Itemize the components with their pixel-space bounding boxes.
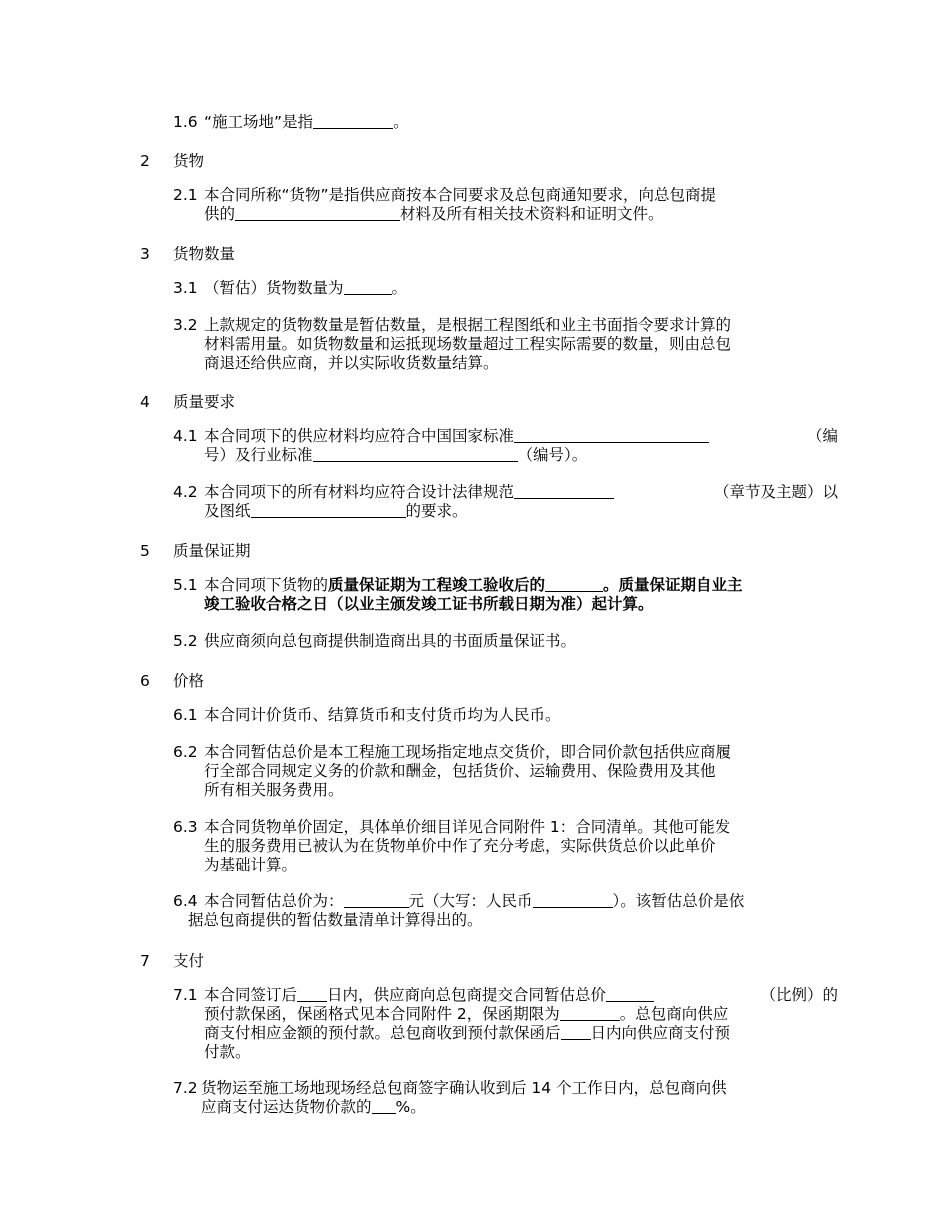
clause-text-bold: 质量保证期为工程竣工验收后的 [328, 576, 546, 594]
section-title: 货物数量 [173, 245, 236, 263]
clause-text: 。 [391, 279, 408, 297]
clause-7-2 [173, 1079, 838, 1117]
clause-text: 本合同项下的所有材料均应符合设计法律规范 [204, 483, 515, 501]
clause-number: 4.1 [173, 427, 198, 445]
clause-text-bold: 竣工验收合格之日（以业主颁发竣工证书所载日期为准）起计算。 [204, 595, 654, 613]
clause-text: （章节及主题）以 [713, 483, 838, 501]
section-heading-7 [140, 949, 204, 971]
section-heading-4 [140, 390, 235, 412]
section-title: 支付 [173, 952, 205, 970]
clause-6-3 [173, 818, 838, 875]
section-title: 质量保证期 [173, 542, 251, 560]
clause-text: 应商支付运达货物价款的 [201, 1098, 372, 1116]
clause-text: 日内，供应商向总包商提交合同暂估总价 [327, 986, 607, 1004]
fill-blank[interactable] [514, 484, 614, 499]
clause-text: 为基础计算。 [204, 856, 298, 874]
clause-6-4 [173, 892, 838, 930]
clause-7-1 [173, 986, 838, 1062]
clause-text: 生的服务费用已被认为在货物单价中作了充分考虑，实际供货总价以此单价 [204, 837, 716, 855]
clause-text: 供的 [204, 205, 236, 223]
clause-number: 3.1 [173, 279, 198, 297]
clause-text: 的要求。 [405, 502, 468, 520]
clause-number: 7.1 [173, 986, 198, 1004]
clause-text: 。 [393, 113, 409, 131]
clause-text: 号）及行业标准 [204, 446, 313, 464]
clause-text: （暂估）货物数量为 [204, 279, 344, 297]
clause-text: 商退还给供应商，并以实际收货数量结算。 [204, 354, 499, 372]
clause-text: 。总包商向供应 [619, 1005, 729, 1023]
clause-text: 。 [410, 1098, 426, 1116]
clause-text: （编 [806, 427, 838, 445]
clause-text: 行全部合同规定义务的价款和酬金，包括货价、运输费用、保险费用及其他 [204, 762, 716, 780]
fill-blank[interactable] [235, 206, 400, 221]
clause-number: 6.3 [173, 818, 198, 836]
fill-blank[interactable] [251, 503, 406, 518]
clause-1-6 [173, 113, 838, 132]
fill-blank[interactable] [514, 428, 709, 443]
clause-text: 商支付相应金额的预付款。总包商收到预付款保函后 [204, 1024, 561, 1042]
clause-number: 6.1 [173, 706, 198, 724]
fill-blank[interactable] [533, 893, 613, 908]
clause-text: 据总包商提供的暂估数量清单计算得出的。 [188, 911, 483, 929]
section-title: 质量要求 [173, 393, 236, 411]
clause-text: 本合同签订后 [204, 986, 298, 1004]
section-number: 3 [140, 245, 150, 263]
section-number: 6 [140, 672, 150, 690]
clause-number: 6.4 [173, 892, 198, 910]
fill-blank[interactable] [313, 447, 518, 462]
clause-text: 日内向供应商支付预 [590, 1024, 731, 1042]
percent-sign: % [395, 1098, 411, 1116]
clause-text: 本合同暂估总价为： [204, 892, 344, 910]
section-heading-3 [140, 242, 235, 264]
section-number: 7 [140, 952, 150, 970]
clause-text: 供应商须向总包商提供制造商出具的书面质量保证书。 [204, 632, 577, 650]
clause-text: 本合同项下货物的 [204, 576, 329, 594]
fill-blank[interactable] [606, 987, 654, 1002]
clause-text: 本合同所称“货物”是指供应商按本合同要求及总包商通知要求，向总包商提 [204, 186, 717, 204]
clause-3-2 [173, 316, 838, 373]
section-heading-6 [140, 669, 204, 691]
clause-2-1 [173, 186, 838, 224]
clause-text: ）。该暂估总价是依 [612, 892, 745, 910]
clause-number: 2.1 [173, 186, 198, 204]
clause-number: 4.2 [173, 483, 198, 501]
clause-text: 预付款保函，保函格式见本合同附件 2，保函期限为 [204, 1005, 560, 1023]
fill-blank[interactable] [297, 987, 327, 1002]
clause-text: 本合同货物单价固定，具体单价细目详见合同附件 1：合同清单。其他可能发 [204, 818, 731, 836]
fill-blank[interactable] [313, 114, 393, 129]
clause-number: 5.1 [173, 576, 198, 594]
clause-4-2 [173, 483, 838, 521]
section-number: 4 [140, 393, 150, 411]
clause-text: 所有相关服务费用。 [204, 781, 344, 799]
clause-text: 材料及所有相关技术资料和证明文件。 [400, 205, 664, 223]
clause-text: 本合同计价货币、结算货币和支付货币均为人民币。 [204, 706, 561, 724]
clause-text: 付款。 [204, 1043, 251, 1061]
clause-text: “施工场地”是指 [204, 113, 314, 131]
clause-text: 本合同暂估总价是本工程施工现场指定地点交货价，即合同价款包括供应商履 [204, 743, 732, 761]
fill-blank[interactable] [560, 1006, 620, 1021]
section-heading-2 [140, 149, 204, 171]
clause-text: 上款规定的货物数量是暂估数量，是根据工程图纸和业主书面指令要求计算的 [204, 316, 732, 334]
clause-text: 货物运至施工场地现场经总包商签字确认收到后 14 个工作日内，总包商向供 [201, 1079, 727, 1097]
clause-text: （编号）。 [517, 446, 588, 464]
fill-blank[interactable] [561, 1025, 591, 1040]
clause-text: （比例）的 [760, 986, 838, 1004]
section-heading-5 [140, 539, 251, 561]
fill-blank[interactable] [344, 893, 409, 908]
clause-5-2 [173, 632, 838, 651]
clause-text: 元（大写：人民币 [408, 892, 533, 910]
clause-text-bold: 。质量保证期自业主 [603, 576, 743, 594]
clause-4-1 [173, 427, 838, 465]
clause-6-1 [173, 706, 838, 725]
clause-text: 材料需用量。如货物数量和运抵现场数量超过工程实际需要的数量，则由总包 [204, 335, 732, 353]
clause-number: 3.2 [173, 316, 198, 334]
clause-number: 6.2 [173, 743, 198, 761]
fill-blank[interactable] [372, 1099, 396, 1114]
section-number: 5 [140, 542, 150, 560]
clause-3-1 [173, 279, 838, 298]
section-number: 2 [140, 152, 150, 170]
section-title: 价格 [173, 672, 205, 690]
clause-text: 及图纸 [204, 502, 251, 520]
clause-6-2 [173, 743, 838, 800]
clause-number: 5.2 [173, 632, 198, 650]
clause-5-1 [173, 576, 838, 614]
clause-text: 本合同项下的供应材料均应符合中国国家标准 [204, 427, 515, 445]
clause-number: 1.6 [173, 113, 198, 131]
section-title: 货物 [173, 152, 205, 170]
clause-number: 7.2 [173, 1079, 198, 1097]
fill-blank[interactable] [344, 280, 392, 295]
fill-blank[interactable] [545, 577, 603, 592]
